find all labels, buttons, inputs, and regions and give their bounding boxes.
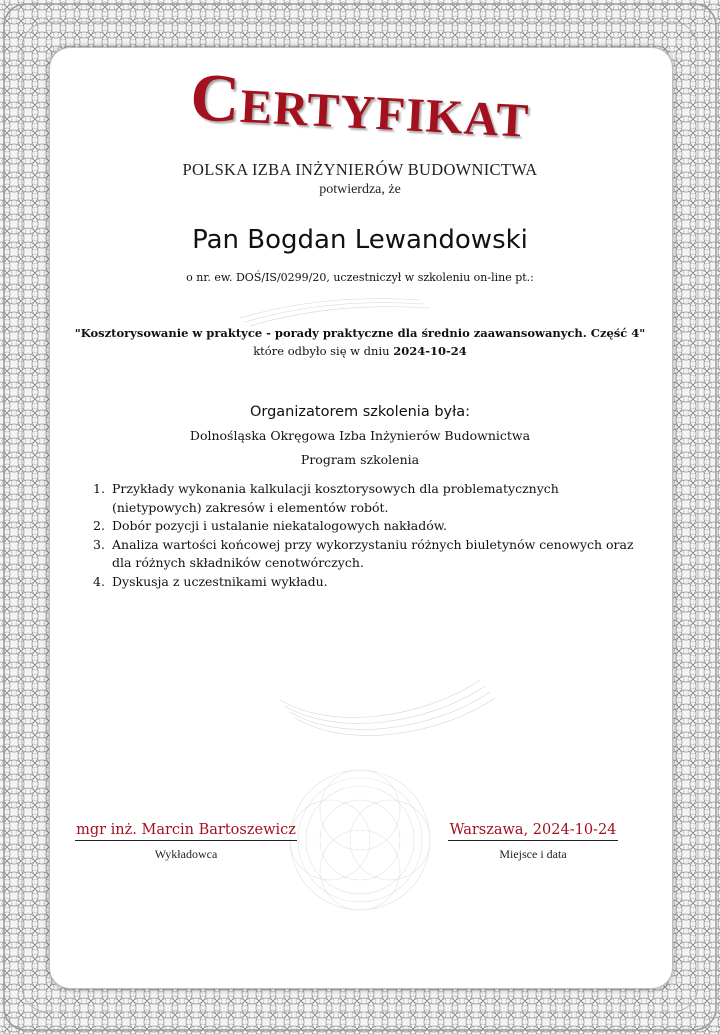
place-date: Warszawa, 2024-10-24 [448,822,618,841]
program-label: Program szkolenia [300,452,420,467]
program-item-text: Dyskusja z uczestnikami wykładu. [112,573,328,589]
program-item-text: Dobór pozycji i ustalanie niekatalogowych nakładów. [112,518,447,533]
lecturer-caption: Wykładowca [154,847,218,861]
participant-name: Pan Bogdan Lewandowski [192,225,528,255]
certificate-title: Certyfikat [188,58,532,152]
organizer-label: Organizatorem szkolenia była: [249,404,471,420]
held-prefix: które odbyło się w dniu [253,344,394,358]
confirms-text: potwierdza, że [319,182,401,197]
program-item-text: Przykłady wykonania kalkulacji kosztorysowych dla problematycznych (nietypowych) zakresów i elementów robót. [112,481,559,515]
program-item-number: 3. [93,536,105,552]
program-item [90,573,650,592]
registration-line: o nr. ew. DOŚ/IS/0299/20, uczestniczył w szkoleniu on-line pt.: [186,271,534,284]
program-item [90,517,650,536]
place-date-caption: Miejsce i data [499,847,567,861]
program-item [90,536,650,573]
lecturer-signature-block [75,822,297,862]
program-item-number: 4. [93,573,105,589]
program-list [90,480,650,591]
course-title: "Kosztorysowanie w praktyce - porady praktyczne dla średnio zaawansowanych. Część 4" [74,326,646,340]
program-item-text: Analiza wartości końcowej przy wykorzystaniu różnych biuletynów cenowych oraz dla różnych składników cenotwórczych. [112,536,634,570]
program-item [90,480,650,517]
place-date-block [448,822,618,862]
lecturer-name: mgr inż. Marcin Bartoszewicz [75,822,297,841]
issuer-name: POLSKA IZBA INŻYNIERÓW BUDOWNICTWA [182,160,538,179]
program-item-number: 2. [93,518,105,533]
held-date: 2024-10-24 [393,344,467,358]
held-date-line [0,344,720,358]
program-item-number: 1. [93,481,105,496]
organizer-name: Dolnośląska Okręgowa Izba Inżynierów Budownictwa [189,428,531,443]
